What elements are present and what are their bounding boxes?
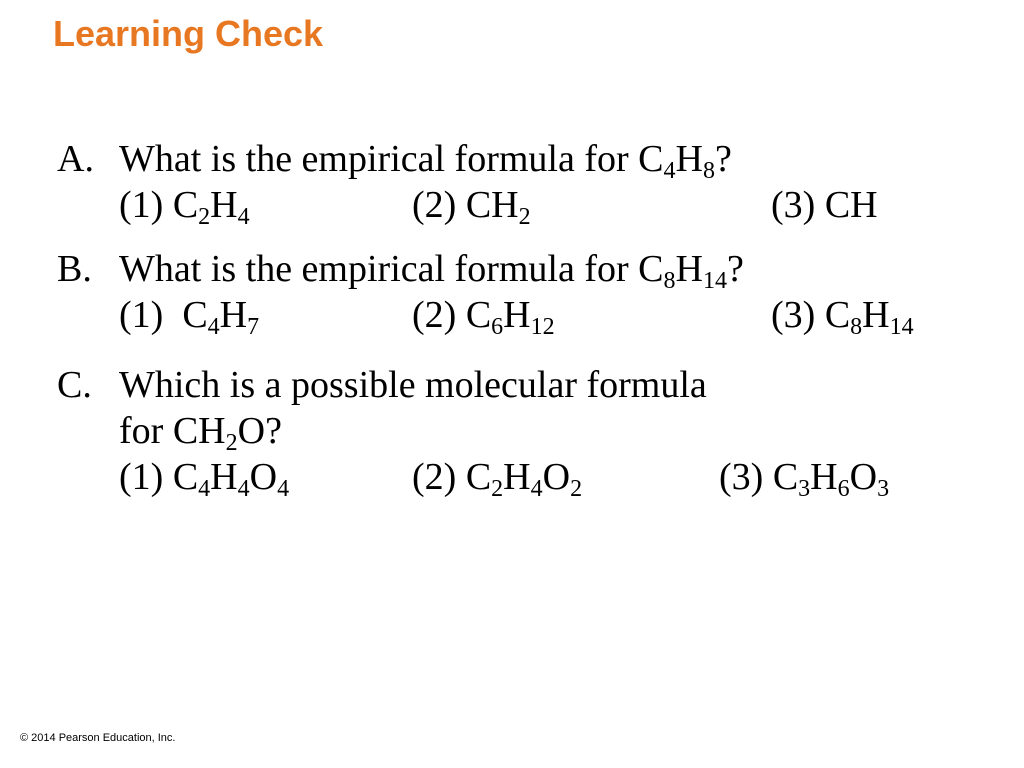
option-2: (2) $CH_2$	[412, 184, 531, 230]
element-symbol: C	[824, 294, 851, 336]
subscript: 6	[491, 314, 504, 340]
subscript: 4	[207, 314, 220, 340]
subscript: 2	[491, 476, 504, 502]
slide-title: Learning Check	[53, 13, 324, 54]
option-3: (3) $C_3H_6O_3$	[719, 456, 890, 502]
subscript: 2	[198, 204, 211, 230]
chem-formula	[638, 248, 727, 294]
subscript: 4	[530, 476, 543, 502]
prompt-text: for	[119, 410, 173, 452]
element-symbol: CH	[172, 410, 226, 452]
subscript: 8	[702, 158, 715, 184]
chem-formula	[172, 456, 290, 502]
element-symbol: H	[862, 294, 890, 336]
prompt-text: What is the empirical formula for	[119, 138, 639, 180]
subscript: 14	[702, 268, 727, 294]
subscript: 4	[663, 158, 676, 184]
subscript: 2	[225, 430, 238, 456]
prompt-text: Which is a possible molecular formula	[119, 364, 707, 406]
chem-formula	[825, 184, 878, 226]
element-symbol: C	[772, 456, 799, 498]
element-symbol: C	[465, 294, 492, 336]
chem-formula	[772, 456, 890, 502]
element-symbol: H	[210, 456, 238, 498]
element-symbol: C	[182, 294, 208, 336]
chem-formula	[465, 456, 583, 502]
option-1: (1) $C_4H_4O_4$	[119, 456, 290, 502]
element-symbol: C	[638, 248, 664, 290]
element-symbol: H	[503, 294, 531, 336]
element-symbol: C	[638, 138, 664, 180]
element-symbol: H	[219, 294, 248, 336]
subscript: 8	[850, 314, 863, 340]
subscript: 2	[570, 476, 583, 502]
element-symbol: H	[810, 456, 838, 498]
option-2: (2) $C_6H_{12}$	[412, 294, 555, 340]
option-1: (1) $C_2H_4$	[119, 184, 250, 230]
option-3: (3) $C_8H_{14}$	[771, 294, 914, 340]
subscript: 3	[798, 476, 811, 502]
chem-formula	[172, 184, 250, 230]
subscript: 14	[889, 314, 914, 340]
element-symbol: O	[249, 456, 278, 498]
element-symbol: C	[172, 184, 199, 226]
subscript: 4	[198, 476, 211, 502]
subscript: 4	[277, 476, 290, 502]
prompt-text: What is the empirical formula for	[119, 248, 639, 290]
option-1: (1) $C_4H_7$	[119, 294, 260, 340]
chem-formula	[824, 294, 914, 340]
question-letter: B.	[57, 248, 92, 290]
element-symbol: C	[465, 456, 492, 498]
element-symbol: H	[675, 248, 703, 290]
element-symbol: H	[675, 138, 703, 180]
element-symbol: CH	[465, 184, 519, 226]
subscript: 6	[837, 476, 850, 502]
subscript: 3	[877, 476, 890, 502]
subscript: 4	[237, 204, 250, 230]
subscript: 4	[237, 476, 250, 502]
subscript: 12	[530, 314, 555, 340]
chem-formula	[172, 410, 266, 456]
option-3: (3) CH	[771, 184, 878, 226]
element-symbol: CH	[824, 184, 878, 226]
option-2: (2) $C_2H_4O_2$	[412, 456, 583, 502]
subscript: 7	[247, 314, 260, 340]
element-symbol: C	[172, 456, 199, 498]
subscript: 2	[518, 204, 531, 230]
element-symbol: H	[503, 456, 531, 498]
element-symbol: O	[849, 456, 878, 498]
chem-formula	[638, 138, 715, 184]
copyright-footer: © 2014 Pearson Education, Inc.	[20, 732, 176, 744]
element-symbol: O	[237, 410, 266, 452]
subscript: 8	[663, 268, 676, 294]
element-symbol: O	[542, 456, 571, 498]
chem-formula	[465, 294, 555, 340]
question-letter: A.	[57, 138, 94, 180]
element-symbol: H	[210, 184, 238, 226]
question-letter: C.	[57, 364, 92, 406]
